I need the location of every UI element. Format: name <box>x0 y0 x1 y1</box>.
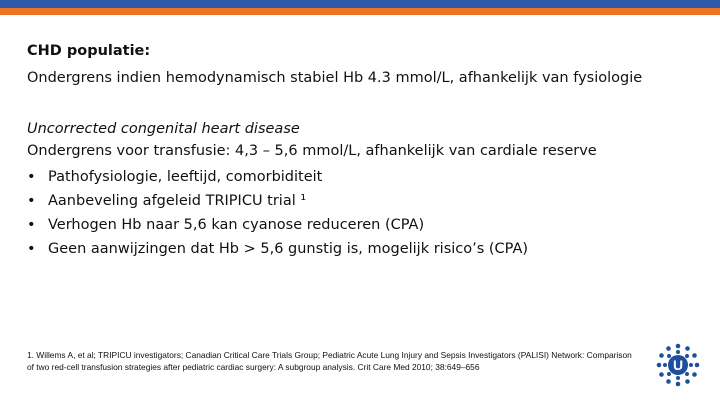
umc-utrecht-logo-icon <box>656 343 700 387</box>
threshold-line: Ondergrens indien hemodynamisch stabiel Hb 4.3 mmol/L, afhankelijk van fysiologie <box>27 70 643 86</box>
bullet-icon: • <box>27 193 36 209</box>
list-item: • Geen aanwijzingen dat Hb > 5,6 gunstig is, mogelijk risico’s (CPA) <box>27 239 528 263</box>
bullet-icon: • <box>27 169 36 185</box>
list-item: • Aanbeveling afgeleid TRIPICU trial ¹ <box>27 191 528 215</box>
bullet-list <box>27 167 528 263</box>
logo-letter: U <box>672 357 684 373</box>
list-item: • Verhogen Hb naar 5,6 kan cyanose reduceren (CPA) <box>27 215 528 239</box>
reference-footnote: 1. Willems A, et al; TRIPICU investigators; Canadian Critical Care Trials Group; Pediatric Acute Lung Injury and Sepsis Investigators (PALISI) Network: Comparison of two red-cell transfusion strategies after pediatric cardiac surgery: A subgroup analysis. Crit Care Med 2010; 38:649–656 <box>27 350 632 372</box>
bullet-icon: • <box>27 241 36 257</box>
subheading: Uncorrected congenital heart disease <box>27 121 300 137</box>
orange-accent-bar <box>0 8 720 15</box>
list-item: • Pathofysiologie, leeftijd, comorbiditeit <box>27 167 528 191</box>
bullet-icon: • <box>27 217 36 233</box>
transfusion-threshold-line: Ondergrens voor transfusie: 4,3 – 5,6 mmol/L, afhankelijk van cardiale reserve <box>27 143 597 159</box>
top-accent-bar <box>0 0 720 8</box>
slide-heading: CHD populatie: <box>27 43 151 59</box>
